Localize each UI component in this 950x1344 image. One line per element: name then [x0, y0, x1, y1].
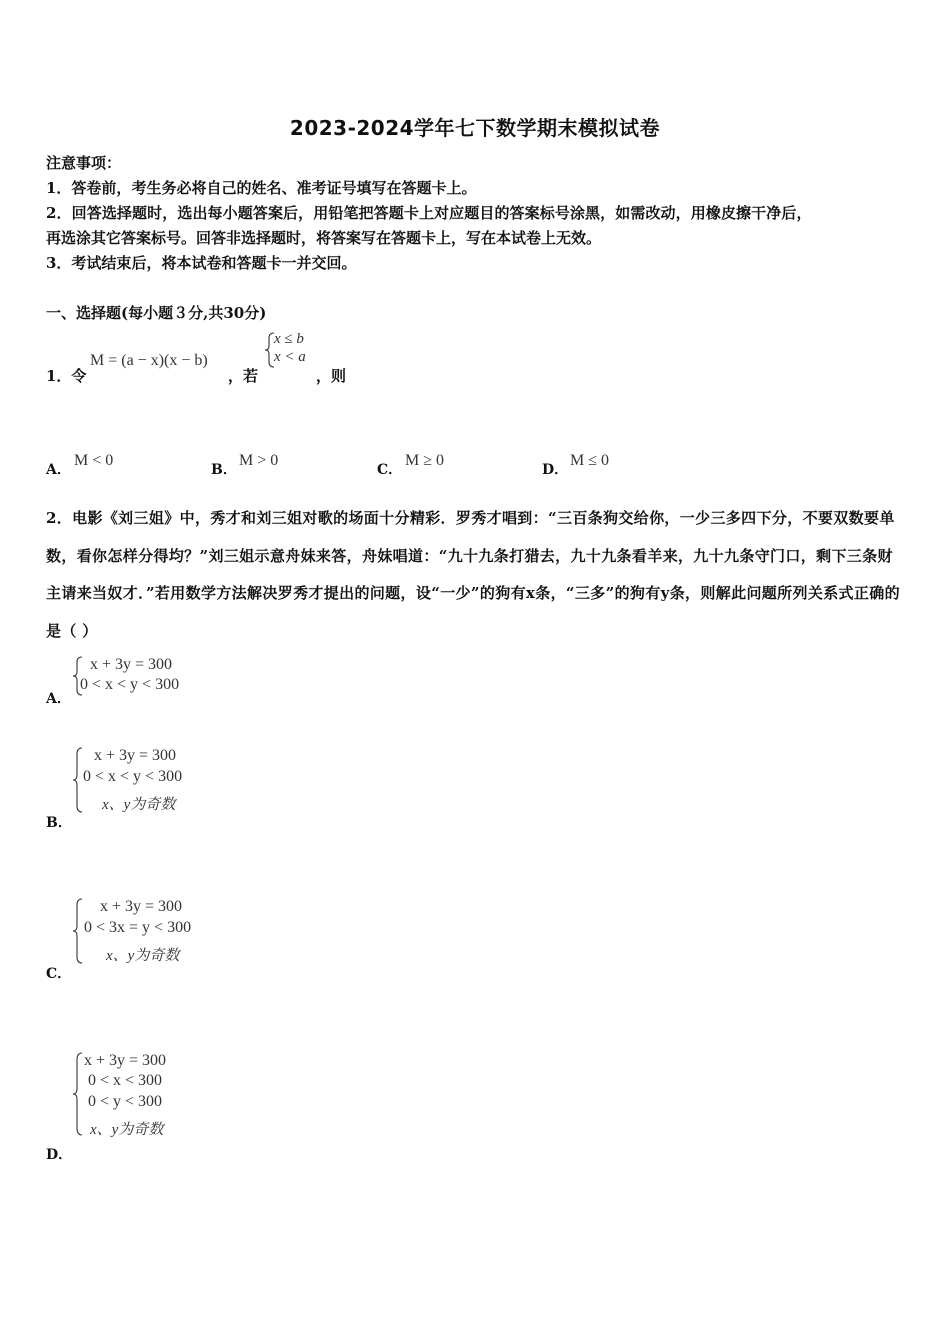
- q2-option-d-label: D．: [46, 1147, 73, 1163]
- system-line: 0 < x < y < 300: [80, 676, 180, 693]
- notice-item: 3．考试结束后，将本试卷和答题卡一并交回。: [46, 254, 357, 272]
- q1-cond-1: x ≤ b: [274, 331, 304, 347]
- page-title: 2023-2024学年七下数学期末模拟试卷: [289, 116, 661, 140]
- brace-icon: [72, 1052, 84, 1136]
- notice-item: 1．答卷前，考生务必将自己的姓名、准考证号填写在答题卡上。: [46, 179, 477, 197]
- notice-item: 2．回答选择题时，选出每小题答案后，用铅笔把答题卡上对应题目的答案标号涂黑，如需改动，用橡皮擦干净后，: [46, 204, 812, 222]
- q1-cond-2: x < a: [274, 349, 306, 365]
- system-line: x、y为奇数: [102, 797, 176, 813]
- q2-option-a-label: A．: [46, 691, 71, 707]
- system-line: 0 < 3x = y < 300: [84, 919, 192, 936]
- q1-option-a-expr: M < 0: [74, 452, 114, 469]
- q2-option-c-system: [72, 898, 232, 966]
- q1-prefix: 1．令: [46, 367, 87, 385]
- q1-middle: ，若: [228, 367, 259, 385]
- system-line: x、y为奇数: [90, 1122, 164, 1138]
- system-line: x + 3y = 300: [94, 747, 177, 764]
- section-heading: 一、选择题(每小题３分,共30分): [46, 304, 267, 322]
- system-line: 0 < x < y < 300: [83, 768, 183, 785]
- q2-option-a-system: [72, 656, 222, 700]
- q2-option-b-system: [72, 747, 222, 815]
- system-line: x + 3y = 300: [100, 898, 183, 915]
- q1-option-a-label: A．: [46, 462, 71, 478]
- q1-suffix: ，则: [316, 367, 347, 385]
- q2-option-b-label: B．: [46, 815, 72, 831]
- q1-option-c-label: C．: [377, 462, 403, 478]
- notice-heading: 注意事项：: [46, 154, 122, 172]
- brace-icon: [72, 898, 84, 964]
- q1-condition-system: [264, 331, 324, 369]
- q1-formula: M = (a − x)(x − b): [90, 352, 208, 369]
- q1-option-d-expr: M ≤ 0: [570, 452, 610, 469]
- notice-item: 再选涂其它答案标号。回答非选择题时，将答案写在答题卡上，写在本试卷上无效。: [46, 229, 602, 247]
- q2-option-c-label: C．: [46, 966, 72, 982]
- system-line: 0 < x < 300: [88, 1072, 163, 1089]
- q1-option-b-label: B．: [211, 462, 237, 478]
- q1-option-b-expr: M > 0: [239, 452, 279, 469]
- q2-text: 2．电影《刘三姐》中，秀才和刘三姐对歌的场面十分精彩．罗秀才唱到：“三百条狗交给你，一少三多四下分，不要双数要单数，看你怎样分得均？”刘三姐示意舟妹来答，舟妹唱道：“九十九条打猎去，九十九条看羊来，九十九条守门口，剩下三条财主请来当奴才．”若用数学方法解决罗秀才提出的问题，设“一少”的狗有x条，“三多”的狗有y条，则解此问题所列关系式正确的是（ ）: [46, 509, 900, 640]
- system-line: 0 < y < 300: [88, 1093, 163, 1110]
- q1-option-d-label: D．: [542, 462, 569, 478]
- q2-option-d-system: [72, 1052, 222, 1140]
- system-line: x、y为奇数: [106, 948, 180, 964]
- system-line: x + 3y = 300: [90, 656, 173, 673]
- system-line: x + 3y = 300: [84, 1052, 167, 1069]
- q1-option-c-expr: M ≥ 0: [405, 452, 445, 469]
